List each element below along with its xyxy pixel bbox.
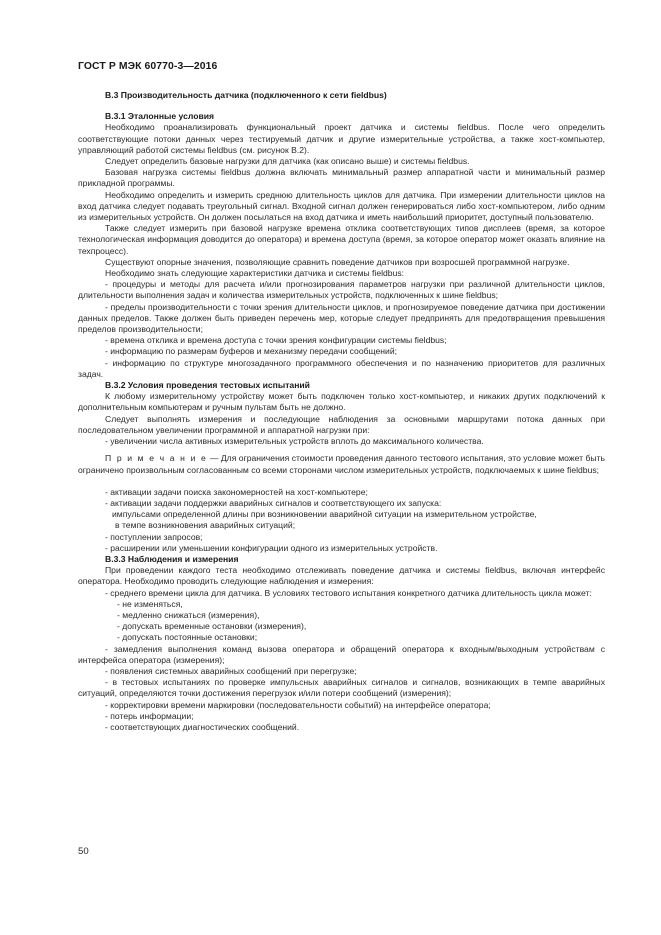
paragraph: Необходимо знать следующие характеристики датчика и системы fieldbus: xyxy=(105,268,405,279)
note-text: — Для ограничения стоимости проведения данного тестового испытания, это условие может быть ограничено произвольным согласованным со всеми сторонами числом измерительных устройств, подключаемых к шине fieldbus; xyxy=(78,453,605,475)
paragraph: Существуют опорные значения, позволяющие сравнить поведение датчиков при возросшей программной нагрузке. xyxy=(105,256,570,267)
note-label: П р и м е ч а н и е xyxy=(105,453,208,464)
paragraph: Также следует измерить при базовой нагрузке времена отклика соответствующих типов дисплеев (время, за которое технологическая информация доводится до оператора) и времена доступа (время, за которое оператор может оказать влияние на техпроцесс). xyxy=(78,223,605,256)
list-item: - замедления выполнения команд вызова оператора и обращений оператора к входным/выходным устройствам с интерфейса оператора (измерения); xyxy=(78,643,605,665)
document-header: ГОСТ Р МЭК 60770-3—2016 xyxy=(78,61,218,72)
list-item: - появления системных аварийных сообщений при перегрузке; xyxy=(105,665,357,676)
document-body xyxy=(78,90,605,733)
paragraph: Базовая нагрузка системы fieldbus должна включать минимальный размер аппаратной части и минимальный размер прикладной программы. xyxy=(78,167,605,189)
list-item: - времена отклика и времена доступа с точки зрения конфигурации системы fieldbus; xyxy=(105,335,447,346)
subsection-title-b32: В.3.2 Условия проведения тестовых испытаний xyxy=(105,380,310,391)
sub-list-item: импульсами определенной длины при возникновении аварийной ситуации на измерительном устройстве, xyxy=(112,509,537,520)
section-title: В.3 Производительность датчика (подключенного к сети fieldbus) xyxy=(105,90,387,100)
list-item: - среднего времени цикла для датчика. В условиях тестового испытания конкретного датчика длительность цикла может: xyxy=(105,587,592,598)
list-item: - соответствующих диагностических сообщений. xyxy=(105,721,300,732)
list-item: - активации задачи поиска закономерностей на хост-компьютере; xyxy=(105,486,368,497)
paragraph: Необходимо проанализировать функциональный проект датчика и системы fieldbus. После чего определить соответствующие потоки данных через тестируемый датчик и другие измерительные устройства, а также хост-компьютер, управляющий работой системы fieldbus (см. рисунок В.2). xyxy=(78,122,605,155)
subsection-title-b31: В.3.1 Эталонные условия xyxy=(105,111,215,122)
subsection-title-b33: В.3.3 Наблюдения и измерения xyxy=(105,553,239,564)
dash-item: - медленно снижаться (измерения), xyxy=(117,609,260,620)
dash-item: - не изменяться, xyxy=(117,598,183,609)
paragraph: Следует выполнять измерения и последующие наблюдения за основными маршрутами потока данных при последовательном увеличении программной и аппаратной нагрузки при: xyxy=(78,413,605,435)
list-item: - активации задачи поддержки аварийных сигналов и соответствующего их запуска: xyxy=(105,497,442,508)
list-item: - поступлении запросов; xyxy=(105,531,203,542)
paragraph: Необходимо определить и измерить среднюю длительность циклов для датчика. При измерении длительности циклов на вход датчика следует подавать треугольный сигнал. Входной сигнал должен генерироваться либо хост-компьютером, либо одним из измерительных устройств. Он должен посылаться на вход датчика и иметь наибольший приоритет, доступный пользователю. xyxy=(78,189,605,223)
paragraph: Следует определить базовые нагрузки для датчика (как описано выше) и системы fieldbus. xyxy=(105,156,470,167)
list-item: - в тестовых испытаниях по проверке импульсных аварийных сигналов и сигналов, возникающих в темпе аварийных ситуаций, определяются точки достижения перегрузок и/или потери сообщений (измерения); xyxy=(78,677,605,699)
paragraph: К любому измерительному устройству может быть подключен только хост-компьютер, и никаких других подключений к дополнительным компьютерам и ручным пультам быть не должно. xyxy=(78,391,605,413)
list-item: - потерь информации; xyxy=(105,710,194,721)
list-item: - корректировки времени маркировки (последовательности событий) на интерфейсе оператора; xyxy=(105,699,491,710)
list-item: - увеличении числа активных измерительных устройств вплоть до максимального количества. xyxy=(105,436,484,447)
page-number: 50 xyxy=(78,846,89,857)
sub-list-item: в темпе возникновения аварийных ситуаций; xyxy=(115,520,296,531)
dash-item: - допускать постоянные остановки; xyxy=(117,632,258,643)
list-item: - пределы производительности с точки зрения длительности циклов, и прогнозируемое поведение датчика при достижении данных пределов. Также должен быть приведен перечень мер, которые следует предпринять для предотвращения превышения пределов производительности; xyxy=(78,301,605,335)
list-item: - расширении или уменьшении конфигурации одного из измерительных устройств. xyxy=(105,542,438,553)
note xyxy=(78,453,605,475)
list-item: - процедуры и методы для расчета и/или прогнозирования параметров нагрузки при различной длительности циклов, длительности выполнения задач и количества измерительных устройств, подключенных к шине fieldbus; xyxy=(78,279,605,301)
paragraph: При проведении каждого теста необходимо отслеживать поведение датчика и системы fieldbus, включая интерфейс оператора. Необходимо проводить следующие наблюдения и измерения: xyxy=(78,565,605,587)
dash-item: - допускать временные остановки (измерения), xyxy=(117,621,307,632)
list-item: - информацию по структуре многозадачного программного обеспечения и по назначению приоритетов для различных задач. xyxy=(78,357,605,379)
list-item: - информацию по размерам буферов и механизму передачи сообщений; xyxy=(105,346,398,357)
